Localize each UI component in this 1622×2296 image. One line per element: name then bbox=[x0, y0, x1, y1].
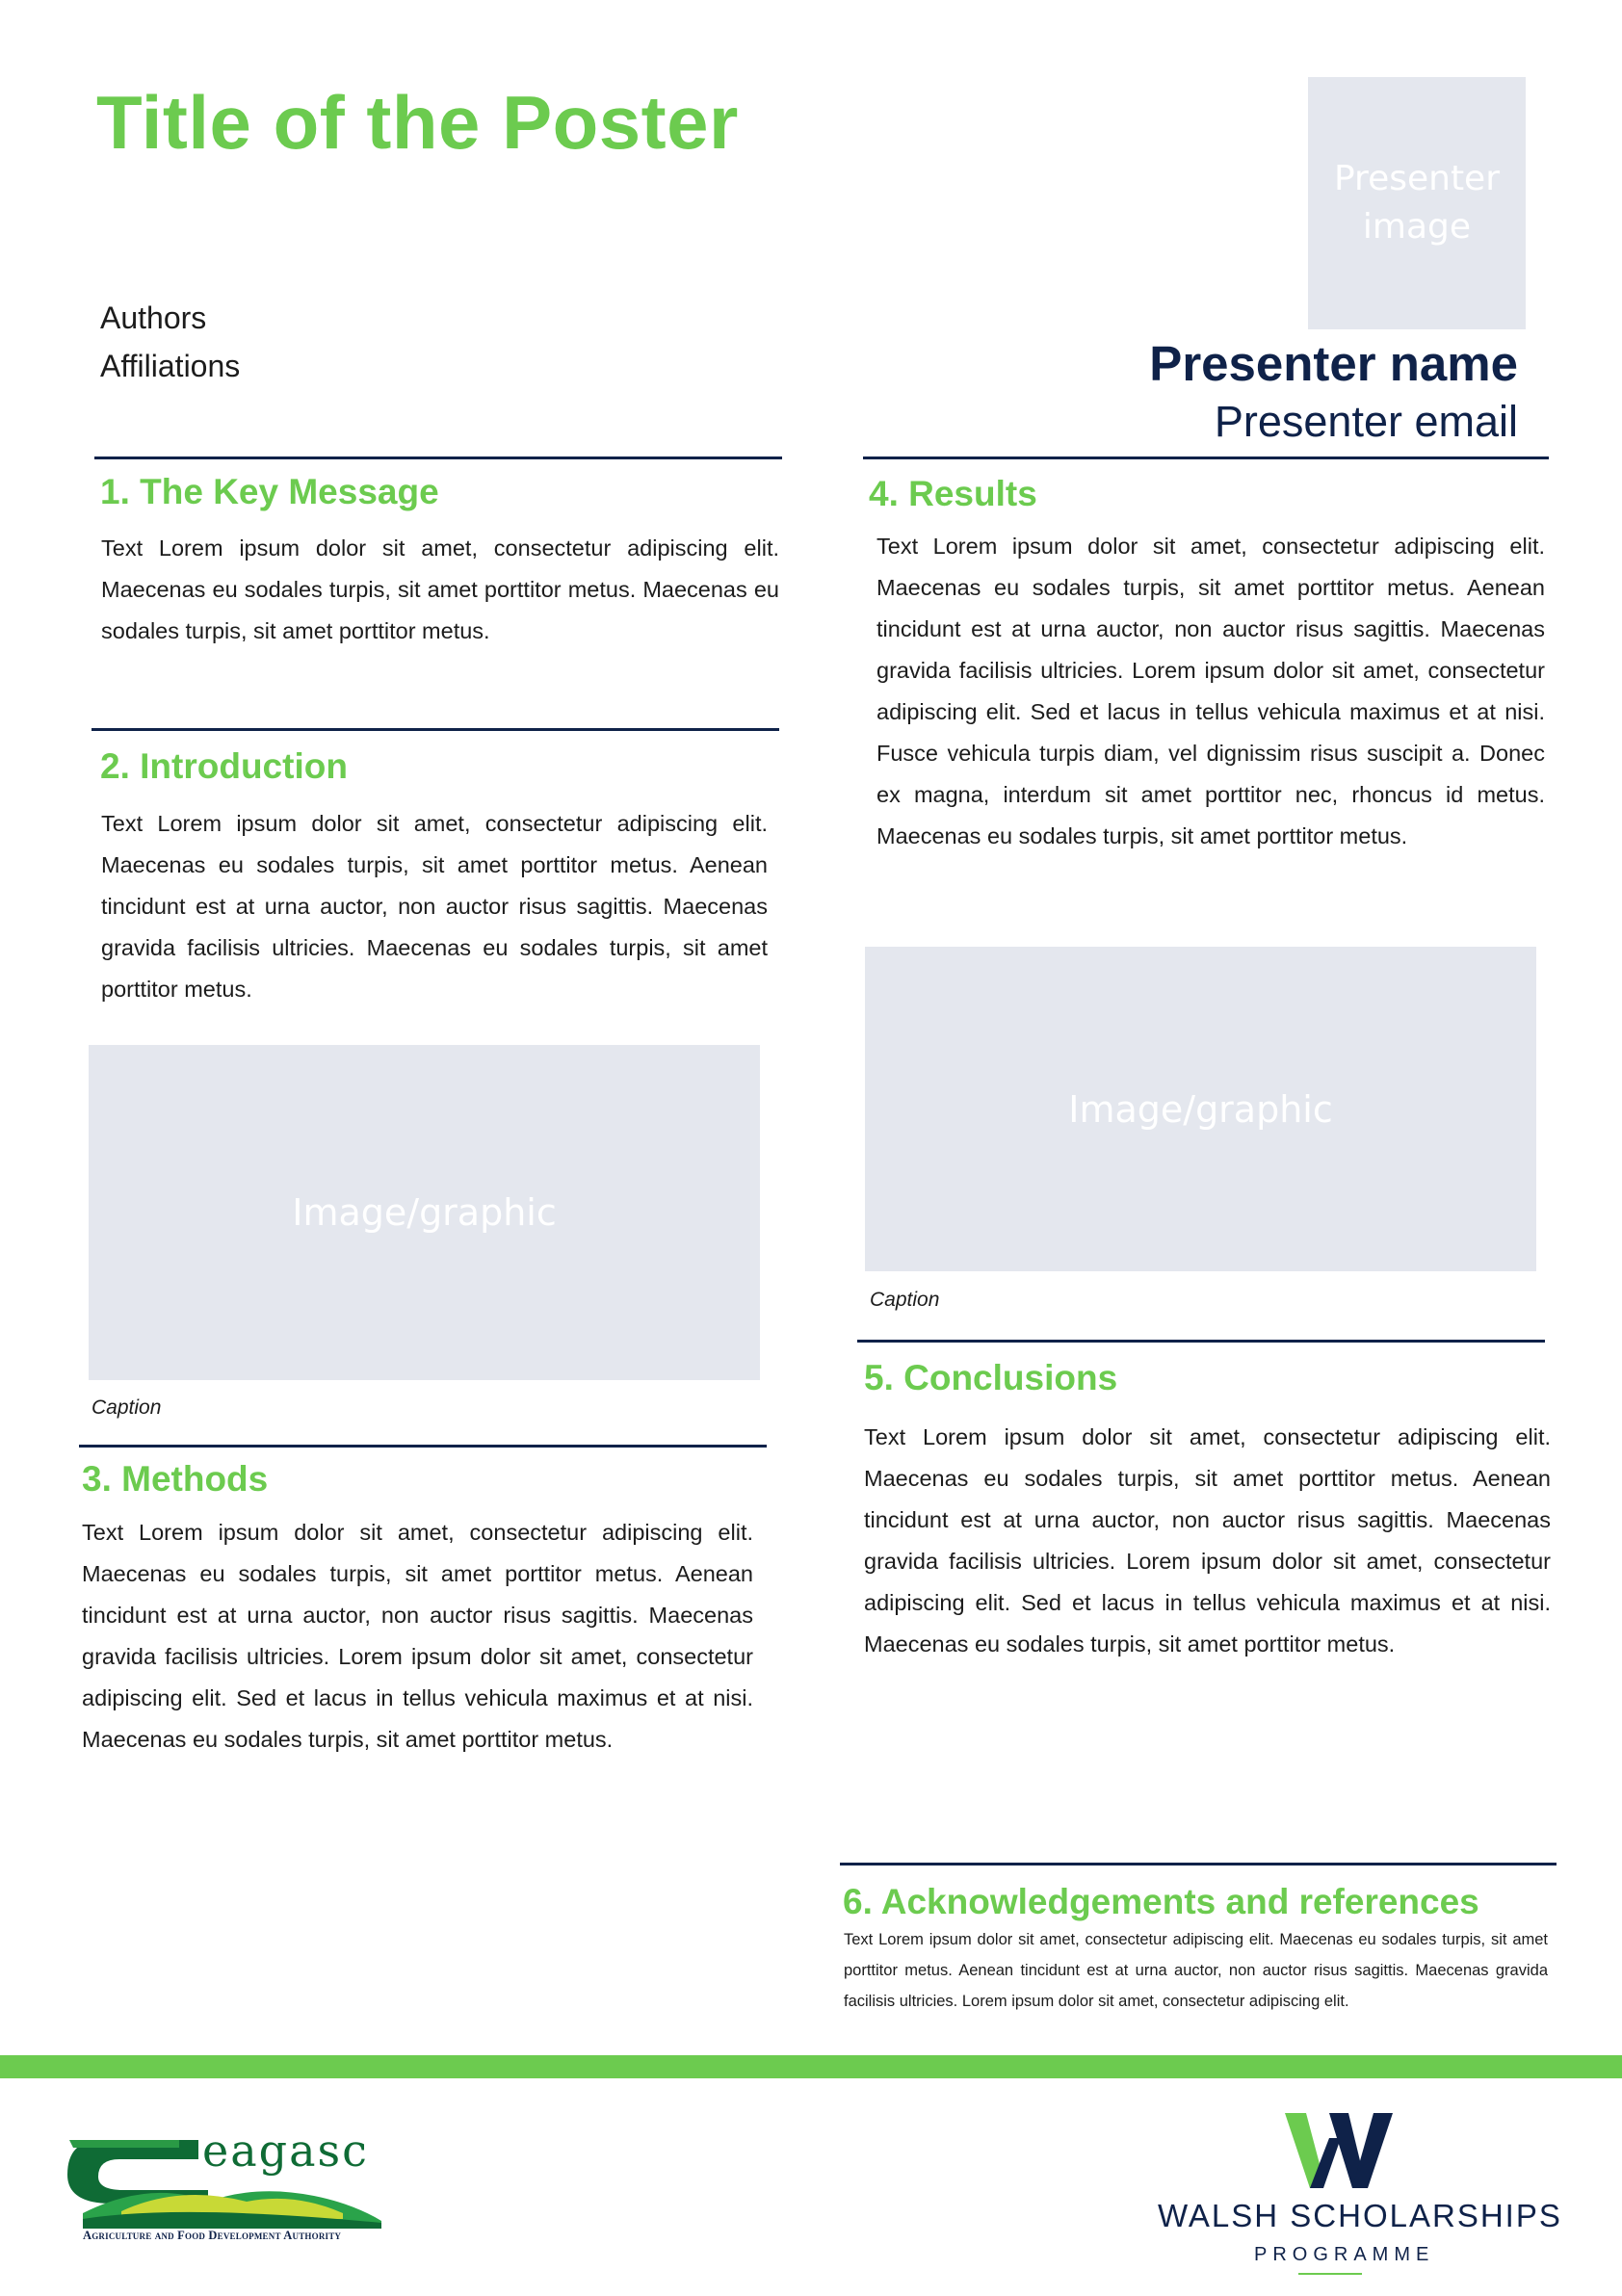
section-text-results: Text Lorem ipsum dolor sit amet, consectetur adipiscing elit. Maecenas eu sodales turpis, sit amet porttitor metus. Aenean tincidunt est at urna auctor, non auctor risus sagittis. Maecenas gravida facilisis ultricies. Lorem ipsum dolor sit amet, consectetur adipiscing elit. Sed et lacus in tellus vehicula maximus et at nisi. Fusce vehicula turpis diam, vel dignissim risus suscipit a. Donec ex magna, interdum sit amet porttitor nec, rhoncus id metus. Maecenas eu sodales turpis, sit amet porttitor metus. bbox=[876, 534, 1545, 848]
section-divider bbox=[863, 457, 1549, 459]
presenter-image-label: Presenter image bbox=[1333, 159, 1501, 247]
image-placeholder-label: Image/graphic bbox=[1068, 1087, 1333, 1131]
image-placeholder-left bbox=[89, 1045, 760, 1380]
affiliations: Affiliations bbox=[100, 349, 241, 383]
section-divider bbox=[840, 1863, 1557, 1866]
walsh-scholarships-logo bbox=[1156, 2109, 1562, 2283]
section-text-methods: Text Lorem ipsum dolor sit amet, consectetur adipiscing elit. Maecenas eu sodales turpis, sit amet porttitor metus. Aenean tincidunt est at urna auctor, non auctor risus sagittis. Maecenas gravida facilisis ultricies. Lorem ipsum dolor sit amet, consectetur adipiscing elit. Sed et lacus in tellus vehicula maximus et at nisi. Maecenas eu sodales turpis, sit amet porttitor metus. bbox=[82, 1520, 753, 1752]
section-heading-acknowledgements: 6. Acknowledgements and references bbox=[843, 1882, 1479, 1921]
poster-title: Title of the Poster bbox=[96, 80, 739, 165]
image-caption-right: Caption bbox=[870, 1289, 940, 1311]
footer-green-bar bbox=[0, 2055, 1622, 2078]
section-heading-results: 4. Results bbox=[869, 474, 1037, 513]
section-heading-key-message: 1. The Key Message bbox=[100, 472, 439, 511]
teagasc-wordmark: eagasc bbox=[202, 2125, 369, 2177]
presenter-name: Presenter name bbox=[1149, 336, 1518, 391]
walsh-programme: PROGRAMME bbox=[1254, 2244, 1435, 2265]
section-divider bbox=[94, 457, 782, 459]
section-text-acknowledgements: Text Lorem ipsum dolor sit amet, consectetur adipiscing elit. Maecenas eu sodales turpis, sit amet porttitor metus. Aenean tincidunt est at urna auctor, non auctor risus sagittis. Maecenas gravida facilisis ultricies. Lorem ipsum dolor sit amet, consectetur adipiscing elit. bbox=[844, 1931, 1548, 2010]
section-divider bbox=[92, 728, 779, 731]
presenter-email: Presenter email bbox=[1214, 397, 1518, 446]
section-heading-conclusions: 5. Conclusions bbox=[864, 1358, 1118, 1397]
section-divider bbox=[79, 1445, 767, 1448]
section-divider bbox=[857, 1340, 1545, 1343]
authors: Authors bbox=[100, 300, 207, 335]
image-caption-left: Caption bbox=[92, 1396, 162, 1419]
section-text-introduction: Text Lorem ipsum dolor sit amet, consectetur adipiscing elit. Maecenas eu sodales turpis, sit amet porttitor metus. Aenean tincidunt est at urna auctor, non auctor risus sagittis. Maecenas gravida facilisis ultricies. Maecenas eu sodales turpis, sit amet porttitor metus. bbox=[101, 811, 768, 1002]
section-text-conclusions: Text Lorem ipsum dolor sit amet, consectetur adipiscing elit. Maecenas eu sodales turpis, sit amet porttitor metus. Aenean tincidunt est at urna auctor, non auctor risus sagittis. Maecenas gravida facilisis ultricies. Lorem ipsum dolor sit amet, consectetur adipiscing elit. Sed et lacus in tellus vehicula maximus et at nisi. Maecenas eu sodales turpis, sit amet porttitor metus. bbox=[864, 1424, 1551, 1657]
image-placeholder-right bbox=[865, 947, 1536, 1271]
walsh-underline bbox=[1298, 2273, 1362, 2275]
section-heading-methods: 3. Methods bbox=[82, 1459, 269, 1499]
presenter-image-placeholder bbox=[1308, 77, 1526, 329]
section-heading-introduction: 2. Introduction bbox=[100, 746, 348, 786]
walsh-w-mark-icon bbox=[1281, 2109, 1397, 2190]
teagasc-logo bbox=[64, 2126, 391, 2242]
teagasc-tagline: Agriculture and Food Development Authority bbox=[83, 2229, 342, 2242]
walsh-wordmark: WALSH SCHOLARSHIPS bbox=[1158, 2198, 1562, 2233]
section-text-key-message: Text Lorem ipsum dolor sit amet, consectetur adipiscing elit. Maecenas eu sodales turpis, sit amet porttitor metus. Maecenas eu sodales turpis, sit amet porttitor metus. bbox=[101, 535, 779, 643]
image-placeholder-label: Image/graphic bbox=[292, 1191, 557, 1234]
